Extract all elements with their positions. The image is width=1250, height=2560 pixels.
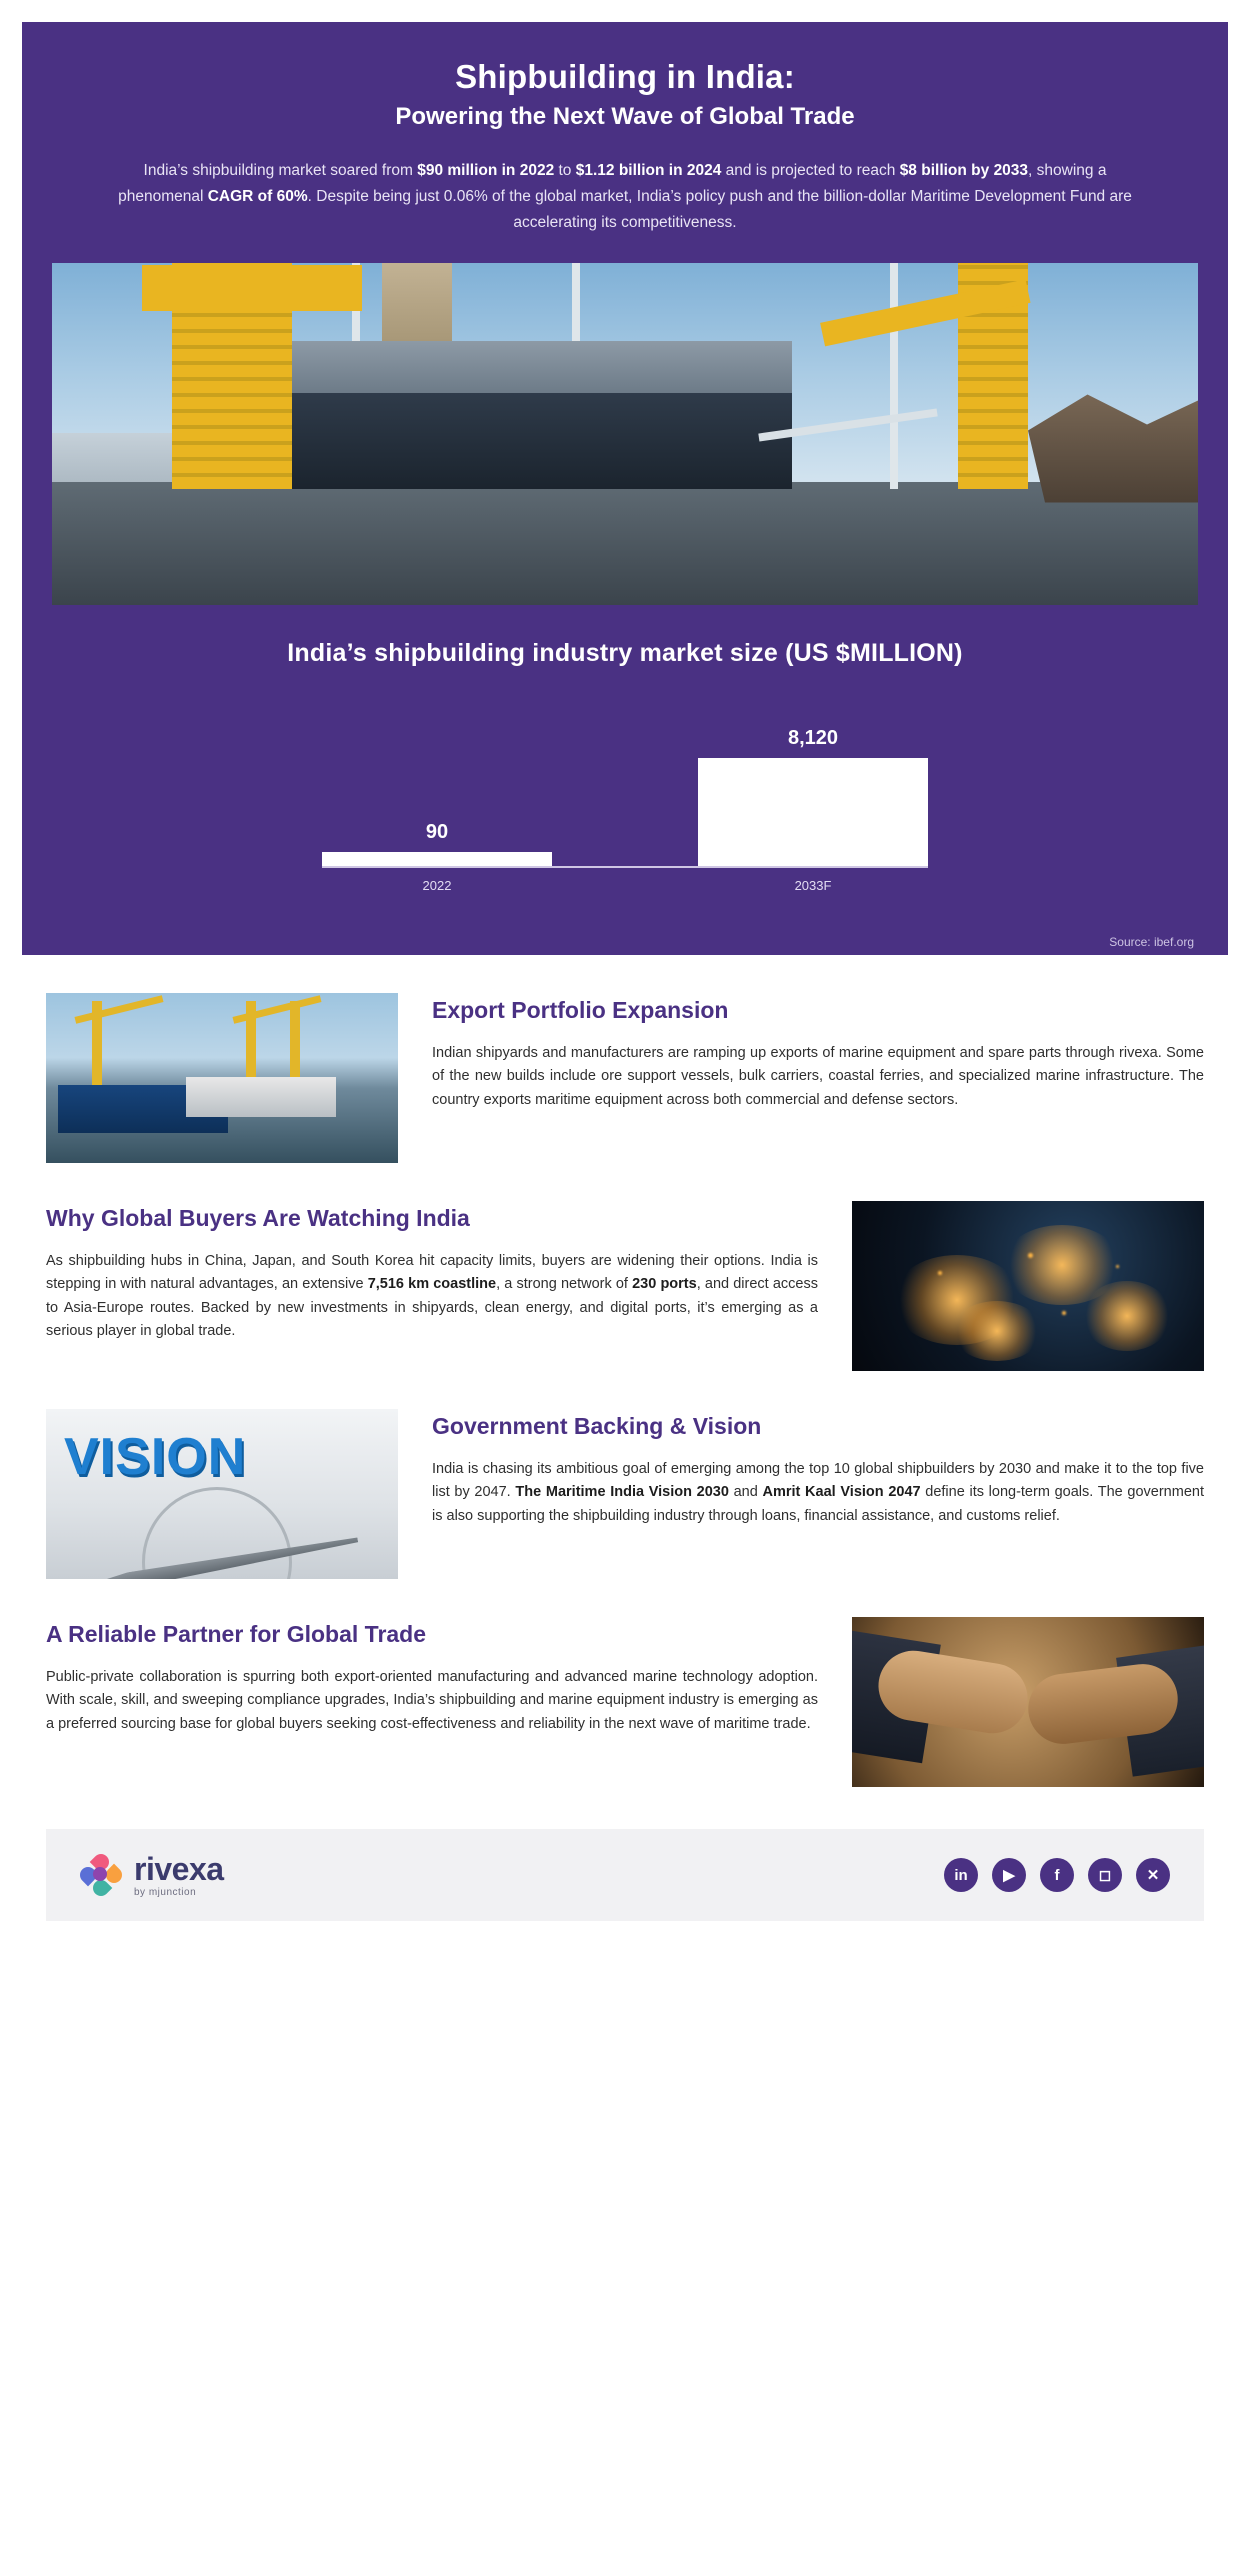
page-title: Shipbuilding in India: <box>455 58 795 95</box>
chart-source: Source: ibef.org <box>22 911 1228 955</box>
section-title: Government Backing & Vision <box>432 1413 762 1440</box>
chart-title: India’s shipbuilding industry market size (US $MILLION) <box>287 639 963 668</box>
section-title: Export Portfolio Expansion <box>432 997 729 1024</box>
hero-description: India’s shipbuilding market soared from $90 million in 2022 to $1.12 billion in 2024 and is projected to reach $8 billion by 2033, showing a phenomenal CAGR of 60%. Despite being just 0.06% of the global market, India’s policy push and the billion-dollar Maritime Development Fund are accelerating its competitiveness. <box>118 162 1132 231</box>
section-body: Indian shipyards and manufacturers are ramping up exports of marine equipment and spare parts through rivexa. Some of the new builds include ore support vessels, bulk carriers, coastal ferries, and specialized marine infrastructure. The country exports maritime equipment across both commercial and defense sectors. <box>432 1045 1204 1108</box>
brand-logo <box>80 1850 224 1898</box>
page-subtitle: Powering the Next Wave of Global Trade <box>395 103 855 131</box>
bar-2033f <box>698 758 928 866</box>
bar-column-2022 <box>322 821 552 866</box>
shipyard-cranes-photo <box>52 263 1198 605</box>
section-text <box>432 1409 1204 1528</box>
section-body: Public-private collaboration is spurring both export-oriented manufacturing and advanced marine technology adoption. With scale, skill, and sweeping compliance upgrades, India’s shipbuilding and marine equipment industry is emerging as a preferred sourcing base for global buyers seeking cost-effectiveness and reliability in the next wave of maritime trade. <box>46 1669 818 1732</box>
section-text <box>46 1201 818 1343</box>
vision-word-text: VISION <box>64 1428 247 1487</box>
section-text <box>46 1617 818 1736</box>
facebook-icon[interactable]: f <box>1040 1858 1074 1892</box>
section-title: Why Global Buyers Are Watching India <box>46 1205 470 1232</box>
port-with-cargo-ship-photo <box>46 993 398 1163</box>
x-tick-label: 2022 <box>422 878 452 894</box>
vision-word-with-compass-photo <box>46 1409 398 1579</box>
section-title: A Reliable Partner for Global Trade <box>46 1621 427 1648</box>
india-at-night-satellite-photo <box>852 1201 1204 1371</box>
x-twitter-icon[interactable]: ✕ <box>1136 1858 1170 1892</box>
hero-section <box>22 22 1228 955</box>
chart-plot-area <box>322 708 928 868</box>
social-links <box>944 1858 1170 1892</box>
bar-value-label: 8,120 <box>787 727 839 750</box>
business-handshake-photo <box>852 1617 1204 1787</box>
footer <box>46 1829 1204 1921</box>
section-body: As shipbuilding hubs in China, Japan, and South Korea hit capacity limits, buyers are widening their options. India is stepping in with natural advantages, an extensive 7,516 km coastline, a strong network of 230 ports, and direct access to Asia-Europe routes. Backed by new investments in shipyards, clean energy, and digital ports, it’s emerging as a serious player in global trade. <box>46 1253 818 1339</box>
brand-tagline: by mjunction <box>134 1886 197 1898</box>
section-export-portfolio-expansion <box>22 955 1228 1163</box>
bar-column-2033f <box>698 727 928 866</box>
x-tick-label: 2033F <box>794 878 832 894</box>
bar-value-label: 90 <box>425 821 449 844</box>
section-government-backing-and-vision <box>22 1371 1228 1579</box>
youtube-icon[interactable]: ▶ <box>992 1858 1026 1892</box>
brand-name: rivexa <box>134 1850 224 1887</box>
section-why-global-buyers-are-watching-india <box>22 1163 1228 1371</box>
linkedin-icon[interactable]: in <box>944 1858 978 1892</box>
market-size-chart <box>22 605 1228 911</box>
section-body: India is chasing its ambitious goal of emerging among the top 10 global shipbuilders by 2030 and make it to the top five list by 2047. The Maritime India Vision 2030 and Amrit Kaal Vision 2047 define its long-term goals. The government is also supporting the shipbuilding industry through loans, financial assistance, and customs relief. <box>432 1461 1204 1524</box>
rivexa-flower-icon <box>80 1854 122 1896</box>
bar-2022 <box>322 852 552 866</box>
section-text <box>432 993 1204 1112</box>
chart-x-axis-labels <box>322 878 928 893</box>
instagram-icon[interactable]: ◻ <box>1088 1858 1122 1892</box>
section-a-reliable-partner-for-global-trade <box>22 1579 1228 1787</box>
